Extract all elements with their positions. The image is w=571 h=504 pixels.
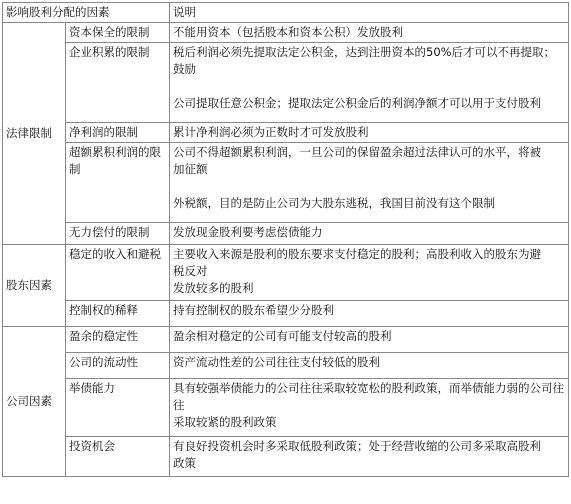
explanation-cell — [170, 379, 569, 437]
header-row — [3, 3, 569, 23]
explanation-line: 资产流动性差的公司往往支付较低的股利 — [173, 355, 380, 369]
explanation-line: 采取较紧的股利政策 — [173, 415, 277, 429]
explanation-line: 税反对 — [173, 264, 208, 278]
explanation-line: 主要收入来源是股利的股东要求支付稳定的股利；高股利收入的股东为避 — [173, 247, 541, 261]
factor-cell: 投资机会 — [66, 437, 170, 477]
table-row — [3, 353, 569, 379]
explanation-cell — [170, 437, 569, 477]
explanation-line: 发放较多的股利 — [173, 281, 254, 295]
explanation-line — [173, 178, 565, 195]
table-body — [3, 3, 569, 477]
factor-cell: 公司的流动性 — [66, 353, 170, 379]
explanation-line: 盈余相对稳定的公司有可能支付较高的股利 — [173, 329, 392, 343]
factor-cell: 控制权的稀释 — [66, 301, 170, 327]
explanation-cell — [170, 353, 569, 379]
table-row — [3, 143, 569, 223]
table-row — [3, 223, 569, 245]
explanation-line: 鼓励 — [173, 62, 196, 76]
explanation-line: 不能用资本（包括股本和资本公积）发放股利 — [173, 25, 403, 39]
explanation-line: 累计净利润必须为正数时才可发放股利 — [173, 125, 369, 139]
explanation-cell — [170, 245, 569, 301]
table-row — [3, 123, 569, 143]
explanation-line — [173, 78, 565, 95]
explanation-cell — [170, 327, 569, 353]
header-explanation: 说明 — [170, 3, 569, 23]
explanation-line: 有良好投资机会时多采取低股利政策；处于经营收缩的公司多采取高股利 — [173, 439, 541, 453]
factor-cell: 超额累积利润的限制 — [66, 143, 170, 223]
explanation-cell — [170, 23, 569, 43]
explanation-line: 政策 — [173, 456, 196, 470]
explanation-cell — [170, 301, 569, 327]
explanation-line: 外税额，目的是防止公司为大股东逃税，我国目前没有这个限制 — [173, 196, 495, 210]
header-factor: 影响股利分配的因素 — [3, 3, 170, 23]
factor-cell: 净利润的限制 — [66, 123, 170, 143]
category-cell: 法律限制 — [3, 23, 66, 245]
table-row — [3, 301, 569, 327]
table-row — [3, 43, 569, 123]
explanation-line: 税后利润必须先提取法定公积金，达到注册资本的50%后才可以不再提取； — [173, 45, 556, 59]
table-row — [3, 437, 569, 477]
table-row — [3, 23, 569, 43]
category-cell: 股东因素 — [3, 245, 66, 327]
factor-cell: 举债能力 — [66, 379, 170, 437]
explanation-cell — [170, 123, 569, 143]
explanation-cell — [170, 143, 569, 223]
factor-cell: 资本保全的限制 — [66, 23, 170, 43]
factor-cell: 无力偿付的限制 — [66, 223, 170, 245]
explanation-line: 持有控制权的股东希望少分股利 — [173, 303, 334, 317]
explanation-line: 加征额 — [173, 162, 208, 176]
table-row — [3, 327, 569, 353]
explanation-line: 发放现金股利要考虑偿债能力 — [173, 225, 323, 239]
explanation-line: 具有较强举债能力的公司往往采取较宽松的股利政策，而举债能力弱的公司往往 — [173, 381, 564, 412]
table-row — [3, 379, 569, 437]
explanation-line: 公司提取任意公积金；提取法定公积金后的利润净额才可以用于支付股利 — [173, 96, 541, 110]
explanation-cell — [170, 43, 569, 123]
factor-cell: 企业积累的限制 — [66, 43, 170, 123]
dividend-factors-table — [2, 2, 569, 477]
table-row — [3, 245, 569, 301]
category-cell: 公司因素 — [3, 327, 66, 477]
explanation-cell — [170, 223, 569, 245]
factor-cell: 盈余的稳定性 — [66, 327, 170, 353]
factor-cell: 稳定的收入和避税 — [66, 245, 170, 301]
explanation-line: 公司不得超额累积利润，一旦公司的保留盈余超过法律认可的水平，将被 — [173, 145, 541, 159]
